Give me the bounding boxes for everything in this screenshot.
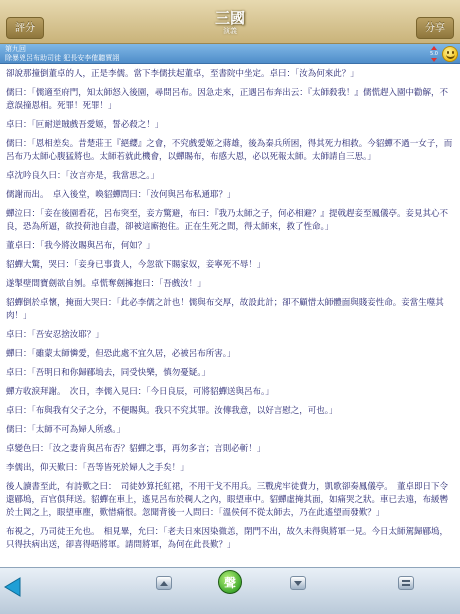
- chevron-down-icon: [294, 581, 302, 586]
- logo-title: 三國: [214, 9, 245, 27]
- paragraph: 卓曰：「叵耐逆賊戲吾愛姬，誓必殺之！」: [6, 120, 164, 130]
- next-chapter-button[interactable]: [290, 576, 306, 590]
- paragraph: 蟬方收淚拜謝。 次日，李儒入見曰：「今日良辰，可將貂蟬送與呂布。」: [6, 387, 274, 397]
- paragraph: 卓曰：「布與我有父子之分，不便賜與。我只不究其罪。汝傳我意，以好言慰之，可也。」: [6, 406, 338, 416]
- paragraph: 遂掣壁間寶劍欲自刎。卓慌奪劍擁抱曰：「吾戲汝！」: [6, 279, 206, 289]
- menu-button[interactable]: [398, 576, 414, 590]
- chevron-up-icon: [160, 581, 168, 586]
- rating-stepper[interactable]: [428, 46, 440, 62]
- back-arrow-icon[interactable]: [4, 576, 22, 598]
- paragraph: 卓沈吟良久曰：「汝言亦是，我當思之。」: [6, 171, 160, 181]
- chapter-title: 除暴兇呂布助司徒 犯長安李傕聽賈詡: [5, 54, 120, 62]
- rate-button[interactable]: 評分: [6, 17, 44, 39]
- share-button[interactable]: 分享: [416, 17, 454, 39]
- app-logo: [210, 6, 250, 38]
- paragraph: 蟬泣曰：「妾在後園看花，呂布突至，妾方驚避，布曰：『我乃太師之子，何必相避？』提戟趕妾至鳳儀亭。妾見其心不良，恐為所逼，欲投荷池自盡，卻被這廝抱住。正在生死之間，得太師來，救了性命。」: [6, 209, 449, 232]
- paragraph: 儒謝而出。 卓入後堂，喚貂蟬問曰：「汝何與呂布私通耶？」: [6, 190, 236, 200]
- paragraph: 卻說那撞倒董卓的人，正是李儒。當下李儒扶起董卓，至書院中坐定。卓曰：「汝為何來此？」: [6, 69, 359, 79]
- paragraph: 卓曰：「吾安忍捨汝耶？」: [6, 330, 104, 340]
- rating-value: 5.0: [430, 51, 438, 57]
- bottom-toolbar: [0, 567, 460, 614]
- paragraph: 儒曰：「恩相差矣。昔楚莊王『絕纓』之會，不究戲愛姬之蔣雄，後為秦兵所困，得其死力相救。今貂蟬不過一女子，而呂布乃太師心腹猛將也。太師若就此機會，以蟬賜布，布感大恩，必以死報太師。太師請自三思。」: [6, 139, 453, 162]
- chapter-header: [0, 44, 460, 64]
- paragraph: 貂蟬倒於卓懷，掩面大哭曰：「此必李儒之計也！儒與布交厚，故設此計；卻不顧惜太師體面與賤妾性命。妾當生噬其肉！」: [6, 298, 444, 321]
- paragraph: 卓曰：「吾明日和你歸郿塢去，同受快樂，慎勿憂疑。」: [6, 368, 211, 378]
- arrow-up-icon[interactable]: [431, 46, 437, 50]
- paragraph: 布視之，乃司徒王允也。 相見畢，允曰：「老夫日來因染微恙，閉門不出，故久未得與將軍一見。今日太師駕歸郿塢，只得扶病出送，卻喜得晤將軍。請問將軍，為何在此長歎？」: [6, 527, 449, 550]
- menu-icon: [402, 580, 410, 586]
- voice-read-button[interactable]: 聲: [218, 570, 242, 594]
- paragraph: 卓變色曰：「汝之妻肯與呂布否？貂蟬之事，再勿多言；言則必斬！」: [6, 444, 266, 454]
- arrow-down-icon[interactable]: [431, 58, 437, 62]
- paragraph: 董卓曰：「我今將汝賜與呂布，何如？」: [6, 241, 155, 251]
- chapter-text[interactable]: [0, 64, 460, 567]
- smiley-icon[interactable]: [442, 46, 458, 62]
- paragraph: 後人讀書至此，有詩歎之曰： 司徒妙算托紅裙，不用干戈不用兵。三戰虎牢徒費力，凱歌卻奏鳳儀亭。 董卓即日下令還郿塢，百官俱拜送。貂蟬在車上，遙見呂布於稠人之內，眼望車中。貂蟬虛掩其面，如痛哭之狀。車已去遠，布緩轡於土岡之上，眼望車塵，歎惜痛恨。忽聞背後一人問曰：「溫侯何不從太師去，乃在此遙望而發歎？」: [6, 482, 449, 518]
- paragraph: 蟬曰：「雖蒙太師憐愛，但恐此處不宜久居，必被呂布所害。」: [6, 349, 236, 359]
- paragraph: 李儒出，仰天歎曰：「吾等皆死於婦人之手矣！」: [6, 463, 189, 473]
- chapter-number: 第九回: [5, 45, 26, 53]
- paragraph: 儒曰：「太師不可為婦人所惑。」: [6, 425, 126, 435]
- top-navigation-bar: [0, 0, 460, 44]
- logo-subtitle: 演義: [223, 27, 237, 35]
- paragraph: 貂蟬大驚，哭曰：「妾身已事貴人，今忽欲下賜家奴，妾寧死不辱！」: [6, 260, 266, 270]
- previous-chapter-button[interactable]: [156, 576, 172, 590]
- paragraph: 儒曰：「儒適至府門，知太師怒入後園，尋問呂布。因急走來，正遇呂布奔出云：『太師殺我！』儒慌趕入園中勸解，不意誤撞恩相。死罪！死罪！」: [6, 88, 449, 111]
